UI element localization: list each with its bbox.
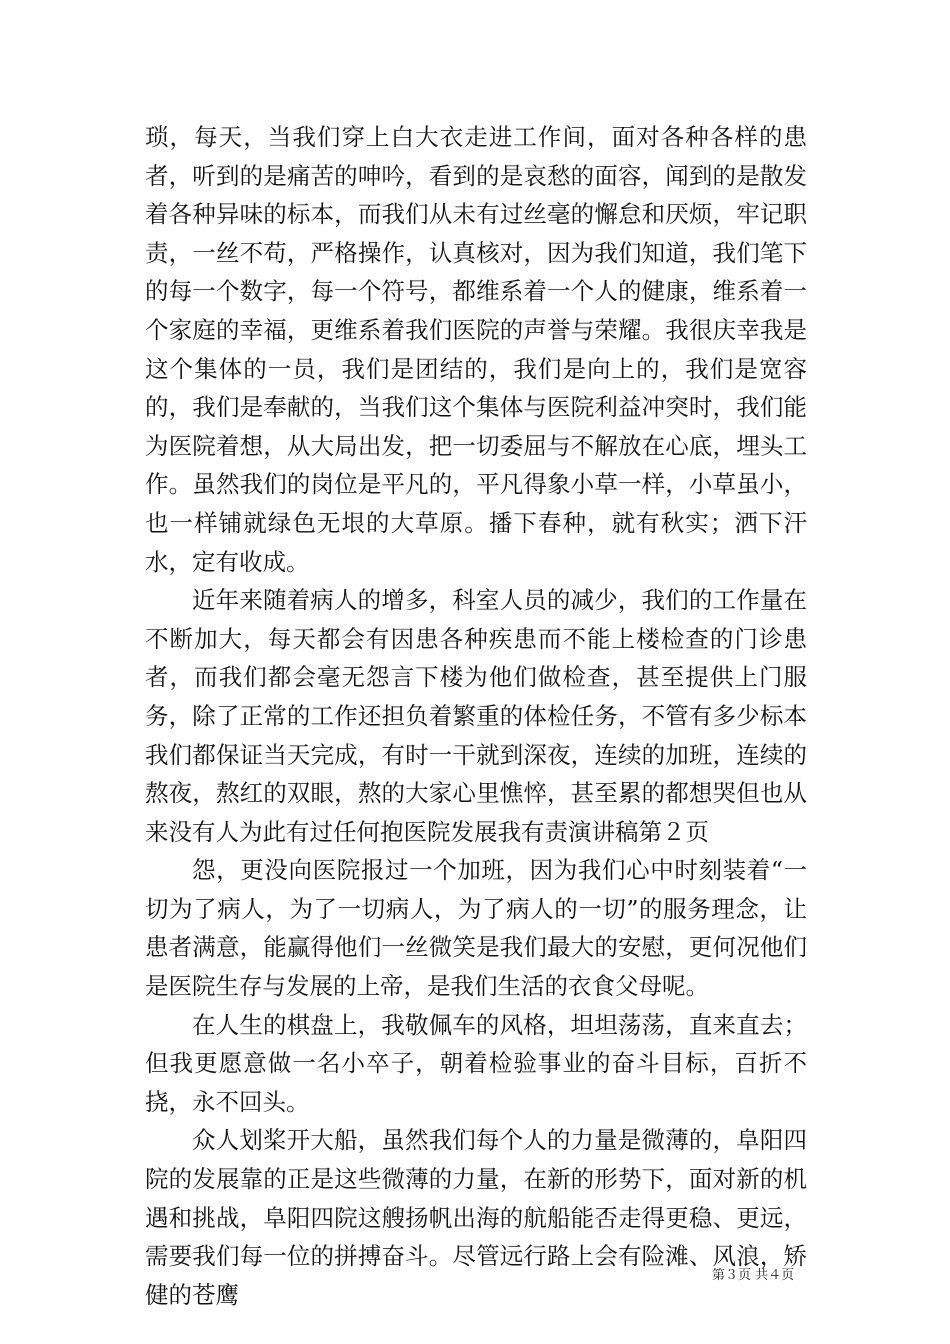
paragraph-5: 众人划桨开大船，虽然我们每个人的力量是微薄的，阜阳四院的发展靠的正是这些微薄的力量，在新的形势下，面对新的机遇和挑战，阜阳四院这艘扬帆出海的航船能否走得更稳、更远，需要我们每一位的拼搏奋斗。尽管远行路上会有险滩、风浪，矫健的苍鹰 — [145, 1126, 807, 1309]
paragraph-1: 琐，每天，当我们穿上白大衣走进工作间，面对各种各样的患者，听到的是痛苦的呻吟，看到的是哀愁的面容，闻到的是散发着各种异味的标本，而我们从未有过丝毫的懈怠和厌烦，牢记职责，一丝不苟，严格操作，认真核对，因为我们知道，我们笔下的每一个数字，每一个符号，都维系着一个人的健康，维系着一个家庭的幸福，更维系着我们医院的声誉与荣耀。我很庆幸我是这个集体的一员，我们是团结的，我们是向上的，我们是宽容的，我们是奉献的，当我们这个集体与医院利益冲突时，我们能为医院着想，从大局出发，把一切委屈与不解放在心底，埋头工作。虽然我们的岗位是平凡的，平凡得象小草一样，小草虽小，也一样铺就绿色无垠的大草原。播下春种，就有秋实；洒下汗水，定有收成。 — [145, 123, 807, 576]
paragraph-2: 近年来随着病人的增多，科室人员的减少，我们的工作量在不断加大，每天都会有因患各种疾患而不能上楼检查的门诊患者，而我们都会毫无怨言下楼为他们做检查，甚至提供上门服务，除了正常的工作还担负着繁重的体检任务，不管有多少标本我们都保证当天完成，有时一干就到深夜，连续的加班，连续的熬夜，熬红的双眼，熬的大家心里憔悴，甚至累的都想哭但也从来没有人为此有过任何抱医院发展我有责演讲稿第２页 — [145, 586, 807, 846]
body-text — [145, 118, 807, 1314]
paragraph-3: 怨，更没向医院报过一个加班，因为我们心中时刻装着“一切为了病人，为了一切病人，为了病人的一切”的服务理念，让患者满意，能赢得他们一丝微笑是我们最大的安慰，更何况他们是医院生存与发展的上帝，是我们生活的衣食父母呢。 — [145, 856, 807, 1001]
page-number-footer: 第３页 共４页 — [712, 1268, 795, 1283]
paragraph-4: 在人生的棋盘上，我敬佩车的风格，坦坦荡荡，直来直去；但我更愿意做一名小卒子，朝着检验事业的奋斗目标，百折不挠，永不回头。 — [145, 1010, 807, 1116]
